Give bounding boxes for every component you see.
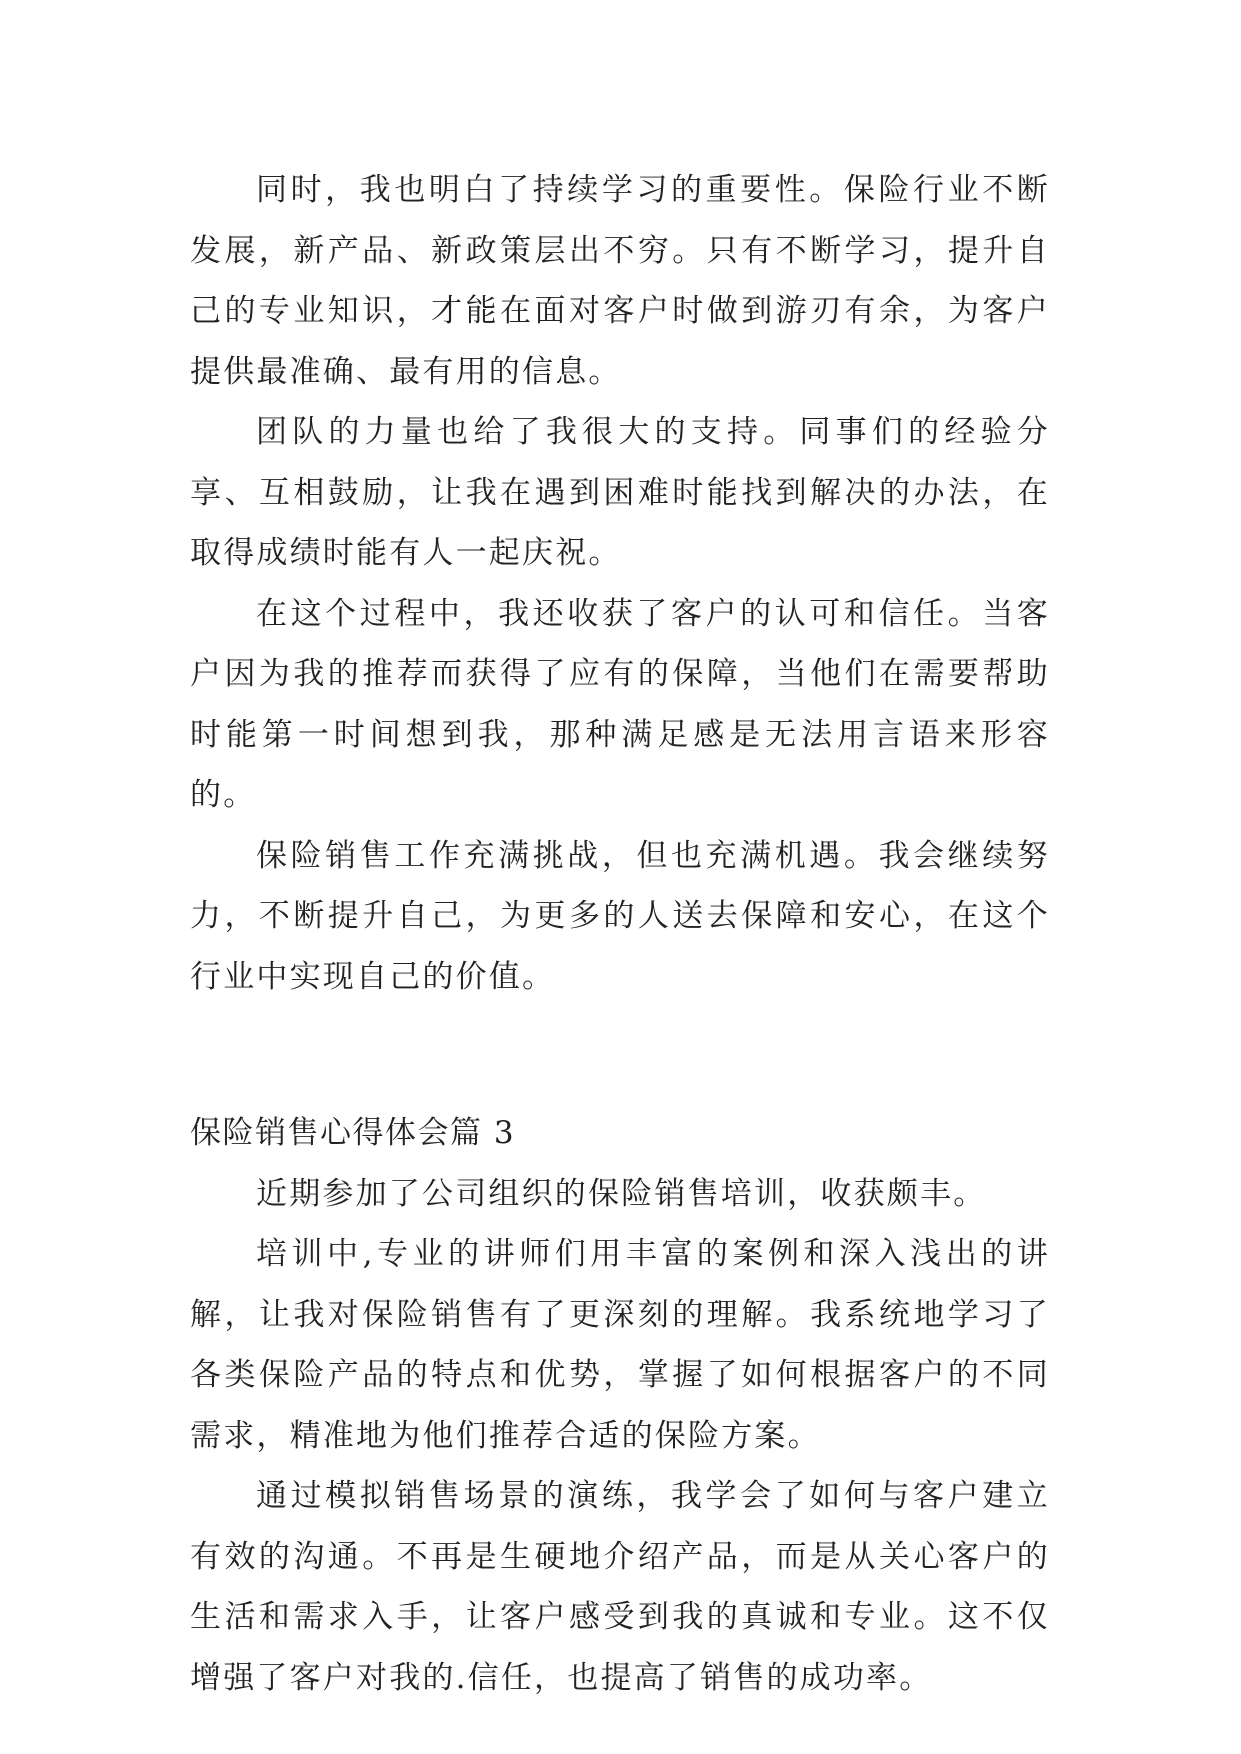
paragraph-training-content: 培训中,专业的讲师们用丰富的案例和深入浅出的讲解，让我对保险销售有了更深刻的理解。我系统地学习了各类保险产品的特点和优势，掌握了如何根据客户的不同需求，精准地为他们推荐合适的保险方案。 — [190, 1236, 1050, 1454]
document-body — [190, 160, 1050, 1708]
section-title: 保险销售心得体会篇 3 — [190, 1115, 516, 1151]
paragraph-challenges-opportunities: 保险销售工作充满挑战，但也充满机遇。我会继续努力，不断提升自己，为更多的人送去保障和安心，在这个行业中实现自己的价值。 — [190, 837, 1050, 995]
paragraph-training-intro: 近期参加了公司组织的保险销售培训，收获颇丰。 — [256, 1175, 987, 1212]
paragraph-team-support: 团队的力量也给了我很大的支持。同事们的经验分享、互相鼓励，让我在遇到困难时能找到解决的办法，在取得成绩时能有人一起庆祝。 — [190, 414, 1050, 571]
paragraph-sales-simulation: 通过模拟销售场景的演练，我学会了如何与客户建立有效的沟通。不再是生硬地介绍产品，而是从关心客户的生活和需求入手，让客户感受到我的真诚和专业。这不仅增强了客户对我的.信任，也提高了销售的成功率。 — [190, 1478, 1050, 1696]
paragraph-continuous-learning: 同时，我也明白了持续学习的重要性。保险行业不断发展，新产品、新政策层出不穷。只有不断学习，提升自己的专业知识，才能在面对客户时做到游刃有余，为客户提供最准确、最有用的信息。 — [190, 172, 1050, 390]
paragraph-customer-trust: 在这个过程中，我还收获了客户的认可和信任。当客户因为我的推荐而获得了应有的保障，当他们在需要帮助时能第一时间想到我，那种满足感是无法用言语来形容的。 — [190, 595, 1050, 813]
